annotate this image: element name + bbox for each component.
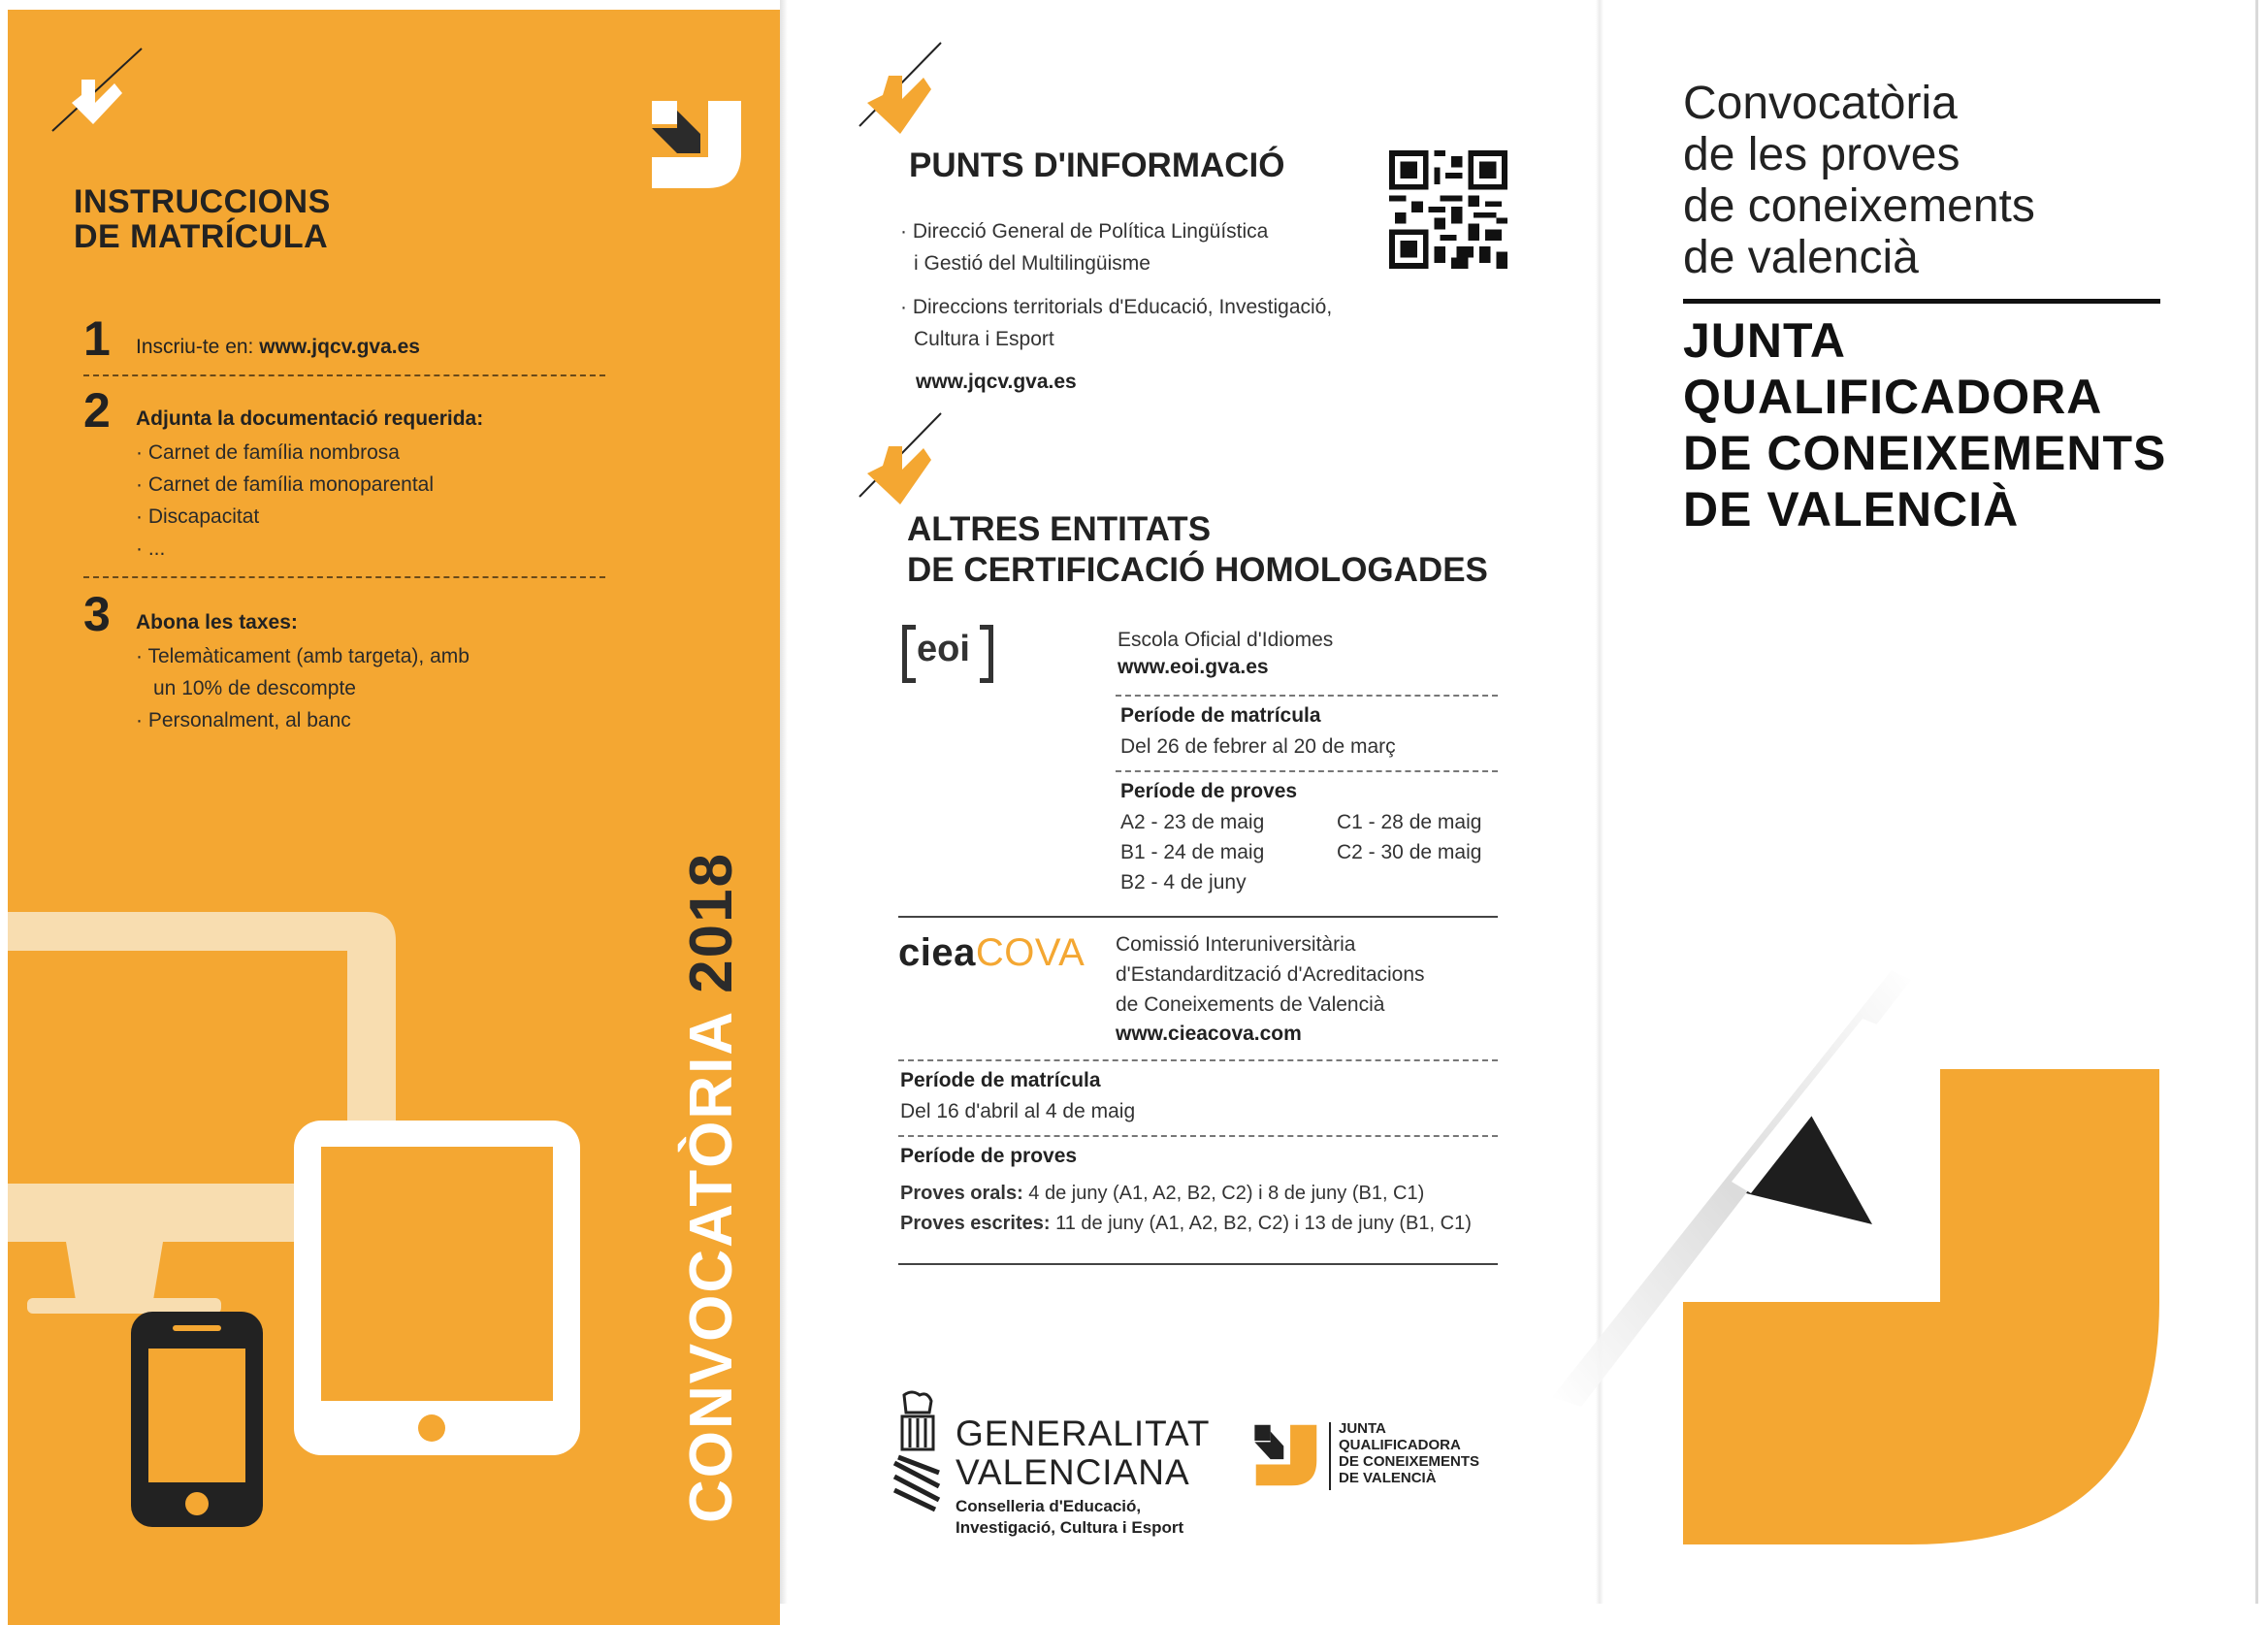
step-2-list [136, 437, 434, 565]
jqcv-logo-icon [1253, 1422, 1319, 1488]
eoi-exams-col2 [1337, 807, 1481, 867]
step-3-list [136, 640, 470, 736]
eoi-enrol-label: Període de matrícula [1120, 704, 1321, 727]
arrow-down-icon [45, 39, 151, 146]
title-line: JUNTA [1683, 313, 1846, 368]
divider [1329, 1422, 1331, 1490]
eoi-exams-label: Període de proves [1120, 780, 1298, 802]
title-line: DE VALENCIÀ [1683, 482, 2020, 536]
jqcv-line: JUNTA [1339, 1420, 1386, 1437]
list-item: Cultura i Esport [914, 328, 1054, 350]
convocatoria-vertical-title [677, 852, 746, 1523]
panel-instructions [8, 10, 780, 1625]
gv-line1: GENERALITAT [956, 1414, 1211, 1453]
eoi-url[interactable]: www.eoi.gva.es [1118, 656, 1269, 678]
list-item: i Gestió del Multilingüisme [914, 252, 1150, 275]
qr-code-icon[interactable] [1389, 150, 1507, 269]
written-text: 11 de juny (A1, A2, B2, C2) i 13 de juny (B1, C1) [1055, 1213, 1472, 1234]
page-edge [2255, 0, 2258, 1604]
eoi-logo [902, 625, 993, 683]
subtitle-line: Convocatòria [1683, 78, 1958, 129]
divider [898, 1263, 1498, 1265]
list-item: B1 - 24 de maig [1120, 841, 1265, 863]
cieacova-enrol-dates: Del 16 d'abril al 4 de maig [900, 1100, 1136, 1122]
generalitat-name [956, 1414, 1211, 1492]
jqcv-line: DE VALENCIÀ [1339, 1470, 1437, 1486]
oral-text: 4 de juny (A1, A2, B2, C2) i 8 de juny (B1, C1) [1028, 1183, 1425, 1204]
instructions-title-line2: DE MATRÍCULA [74, 218, 329, 255]
cieacova-logo-part1: ciea [898, 931, 976, 974]
divider [83, 374, 605, 376]
eoi-enrol-dates: Del 26 de febrer al 20 de març [1120, 735, 1396, 758]
divider [83, 576, 605, 578]
list-item: · Telemàticament (amb targeta), amb [136, 645, 470, 667]
step-1-url[interactable]: www.jqcv.gva.es [259, 336, 420, 358]
arrow-down-icon [854, 37, 960, 144]
list-item: · Direcció General de Política Lingüística [900, 220, 1269, 243]
info-title: PUNTS D'INFORMACIÓ [909, 146, 1285, 184]
cieacova-url[interactable]: www.cieacova.com [1116, 1023, 1302, 1045]
jqcv-line: DE CONEIXEMENTS [1339, 1453, 1480, 1470]
devices-illustration [8, 893, 667, 1533]
title-line: DE CONEIXEMENTS [1683, 426, 2167, 480]
cover-rule [1683, 299, 2160, 304]
cieacova-oral [900, 1179, 1424, 1209]
generalitat-conselleria [956, 1496, 1183, 1539]
divider [1116, 695, 1498, 697]
list-item: · ... [136, 537, 166, 560]
instructions-title-line1: INSTRUCCIONS [74, 183, 331, 220]
list-item: · Personalment, al banc [136, 709, 351, 731]
oral-label: Proves orals: [900, 1183, 1023, 1204]
step-1-text [136, 336, 420, 359]
gv-sub2: Investigació, Cultura i Esport [956, 1518, 1184, 1537]
step-1-number: 1 [83, 311, 111, 366]
step-3-text: Abona les taxes: [136, 611, 298, 634]
cieacova-exams-label: Període de proves [900, 1145, 1078, 1167]
vertical-title-year: 2018 [678, 851, 745, 993]
divider [898, 916, 1498, 918]
name-line: de Coneixements de Valencià [1116, 993, 1385, 1016]
divider [898, 1059, 1498, 1061]
entities-title [907, 509, 1488, 591]
gv-sub1: Conselleria d'Educació, [956, 1497, 1142, 1515]
gv-line2: VALENCIANA [956, 1452, 1190, 1492]
subtitle-line: de coneixements [1683, 180, 2035, 232]
list-item: B2 - 4 de juny [1120, 871, 1247, 894]
cieacova-logo [898, 931, 1085, 975]
jqcv-line: QUALIFICADORA [1339, 1437, 1461, 1453]
subtitle-line: de les proves [1683, 129, 1960, 180]
list-item: · Carnet de família monoparental [136, 473, 434, 496]
written-label: Proves escrites: [900, 1213, 1051, 1234]
cover-title [1683, 312, 2166, 537]
entities-title-line1: ALTRES ENTITATS [907, 510, 1212, 548]
instructions-title [74, 184, 331, 254]
list-item: un 10% de descompte [153, 677, 356, 699]
list-item: C2 - 30 de maig [1337, 841, 1482, 863]
cover-subtitle [1683, 78, 2035, 283]
vertical-title-text: CONVOCATÒRIA [678, 1012, 745, 1523]
cieacova-name [1116, 929, 1425, 1020]
arrow-down-icon [854, 407, 960, 514]
list-item: · Carnet de família nombrosa [136, 441, 400, 464]
info-list [900, 215, 1332, 355]
list-item: · Direccions territorials d'Educació, Investigació, [900, 296, 1333, 318]
eoi-exams-col1 [1120, 807, 1264, 897]
divider [898, 1135, 1498, 1137]
name-line: Comissió Interuniversitària [1116, 933, 1356, 956]
eoi-logo-text: eoi [917, 629, 970, 669]
step-3-number: 3 [83, 587, 111, 641]
title-line: QUALIFICADORA [1683, 370, 2103, 424]
fold-line [780, 0, 788, 1604]
entities-title-line2: DE CERTIFICACIÓ HOMOLOGADES [907, 551, 1488, 589]
generalitat-crest-icon [891, 1389, 945, 1515]
cieacova-logo-part2: COVA [975, 931, 1085, 974]
divider [1116, 770, 1498, 772]
step-1-label: Inscriu-te en: [136, 336, 254, 358]
list-item: · Discapacitat [136, 505, 260, 528]
list-item: C1 - 28 de maig [1337, 811, 1482, 833]
cieacova-enrol-label: Període de matrícula [900, 1069, 1101, 1091]
eoi-name: Escola Oficial d'Idiomes [1118, 629, 1334, 651]
jqcv-logo-icon [648, 95, 745, 192]
step-2-text: Adjunta la documentació requerida: [136, 407, 484, 430]
jqcv-footer-name [1339, 1420, 1479, 1486]
subtitle-line: de valencià [1683, 232, 1919, 283]
step-2-number: 2 [83, 383, 111, 438]
name-line: d'Estandardització d'Acreditacions [1116, 963, 1425, 986]
jqcv-large-logo-icon [1542, 951, 2173, 1552]
list-item: A2 - 23 de maig [1120, 811, 1265, 833]
cieacova-written [900, 1209, 1472, 1239]
info-url[interactable]: www.jqcv.gva.es [916, 371, 1077, 393]
